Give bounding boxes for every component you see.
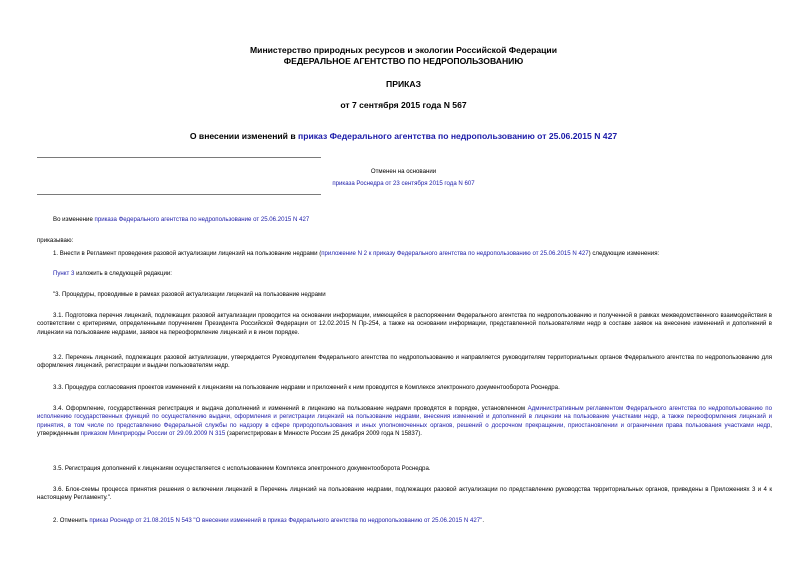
divider-bottom: [37, 194, 321, 195]
document-date-number: от 7 сентября 2015 года N 567: [340, 100, 467, 110]
point-3-text: изложить в следующей редакции:: [74, 270, 172, 277]
paragraph-3-2: 3.2. Перечень лицензий, подлежащих разовой актуализации, утверждается Руководителем Федерального агентства по недропользованию и направляется руководителям территориальных органов Федерального агентства по недропользованию для оформления лицензий, регистрации и выдачи пользователям недр.: [37, 354, 772, 370]
item-2: [53, 517, 773, 525]
divider-top: [37, 157, 321, 158]
document-title: [0, 131, 807, 142]
item-1: [53, 250, 773, 258]
agency-heading: ФЕДЕРАЛЬНОЕ АГЕНТСТВО ПО НЕДРОПОЛЬЗОВАНИЮ: [283, 56, 524, 66]
item-2-text: 2. Отменить: [53, 517, 90, 524]
item-1-tail: ) следующие изменения:: [588, 250, 660, 257]
cancelled-note: Отменен на основании: [370, 168, 437, 175]
item-2-link[interactable]: приказ Роснедр от 21.08.2015 N 543 "О внесении изменений в приказ Федерального агентства по недропользованию от 25.06.2015 N 427": [89, 517, 483, 524]
paragraph-3-4: [37, 405, 772, 438]
paragraph-3-6: 3.6. Блок-схемы процесса принятия решения о включении лицензий в Перечень лицензий на пользование недрами, подлежащих разовой актуализации по представлению руководства территориальных органов, приведены в Приложениях 3 и 4 к настоящему Регламенту.".: [37, 486, 772, 502]
intro-link[interactable]: приказа Федерального агентства по недропользование от 25.06.2015 N 427: [94, 216, 310, 223]
point-3-line: [53, 270, 172, 278]
paragraph-3-5: 3.5. Регистрация дополнений к лицензиям осуществляется с использованием Комплекса электронного документооборота Роснедра.: [53, 465, 431, 472]
title-prefix: О внесении изменений в: [189, 131, 299, 141]
item-1-text: 1. Внести в Регламент проведения разовой актуализации лицензий на пользование недрами (: [53, 250, 322, 257]
paragraph-3-1: 3.1. Подготовка перечня лицензий, подлежащих разовой актуализации проводится на основании информации, имеющейся в распоряжении Федерального агентства по недропользованию и полученной в рамках межведомственного взаимодействия в соответствии с критериями, определенными поручением Президента Российской Федерации от 12.02.2015 N Пр-254, а также на основании информации, представленной пользователями недр в составе заявок на внесение изменений и дополнений в лицензии на пользование недрами, заявок на переоформление лицензий и в ином порядке.: [37, 312, 772, 336]
minprirody-order-link[interactable]: приказом Минприроды России от 29.09.2009 N 315: [80, 429, 226, 437]
intro-text: Во изменение: [53, 216, 95, 223]
item-2-tail: .: [482, 517, 485, 524]
item-1-link[interactable]: приложение N 2 к приказу Федерального агентства по недропользованию от 25.06.2015 N 427: [321, 250, 589, 257]
admin-regulation-link[interactable]: Административным регламентом Федерального агентства по недропользованию по исполнению государственных функций по осуществлению выдачи, оформления и регистрации лицензий на пользование недрами, внесения изменений и дополнений в лицензии на пользование участками недр, а также переоформления лицензий и принятия, в том числе по представлению Федеральной службы по надзору в сфере природопользования и иных уполномоченных органов, решений о досрочном прекращении, приостановлении и ограничении права пользования участками недр: [37, 405, 772, 429]
p34-text-b: , утвержденным: [37, 421, 772, 437]
ministry-heading: Министерство природных ресурсов и экологии Российской Федерации: [250, 45, 557, 55]
procedures-heading: "3. Процедуры, проводимые в рамках разовой актуализации лицензий на пользование недрами: [53, 291, 326, 298]
p34-text-a: 3.4. Оформление, государственная регистрация и выдача дополнений и изменений в лицензию на пользование недрами проводятся в порядке, установленном: [53, 405, 528, 412]
point-3-link[interactable]: Пункт 3: [53, 270, 75, 277]
cancelled-link[interactable]: приказа Роснедра от 23 сентября 2015 года N 607: [332, 180, 475, 187]
order-word: приказываю:: [37, 237, 74, 244]
document-type: ПРИКАЗ: [386, 79, 421, 89]
intro-paragraph: [53, 216, 309, 224]
title-link[interactable]: приказ Федерального агентства по недропользованию от 25.06.2015 N 427: [298, 131, 618, 141]
paragraph-3-3: 3.3. Процедура согласования проектов изменений к лицензиям на пользование недрами и приложений к ним проводится в Комплексе электронного документооборота Роснедра.: [53, 384, 560, 391]
p34-text-c: (зарегистрирован в Минюсте России 25 декабря 2009 года N 15837).: [225, 429, 422, 437]
